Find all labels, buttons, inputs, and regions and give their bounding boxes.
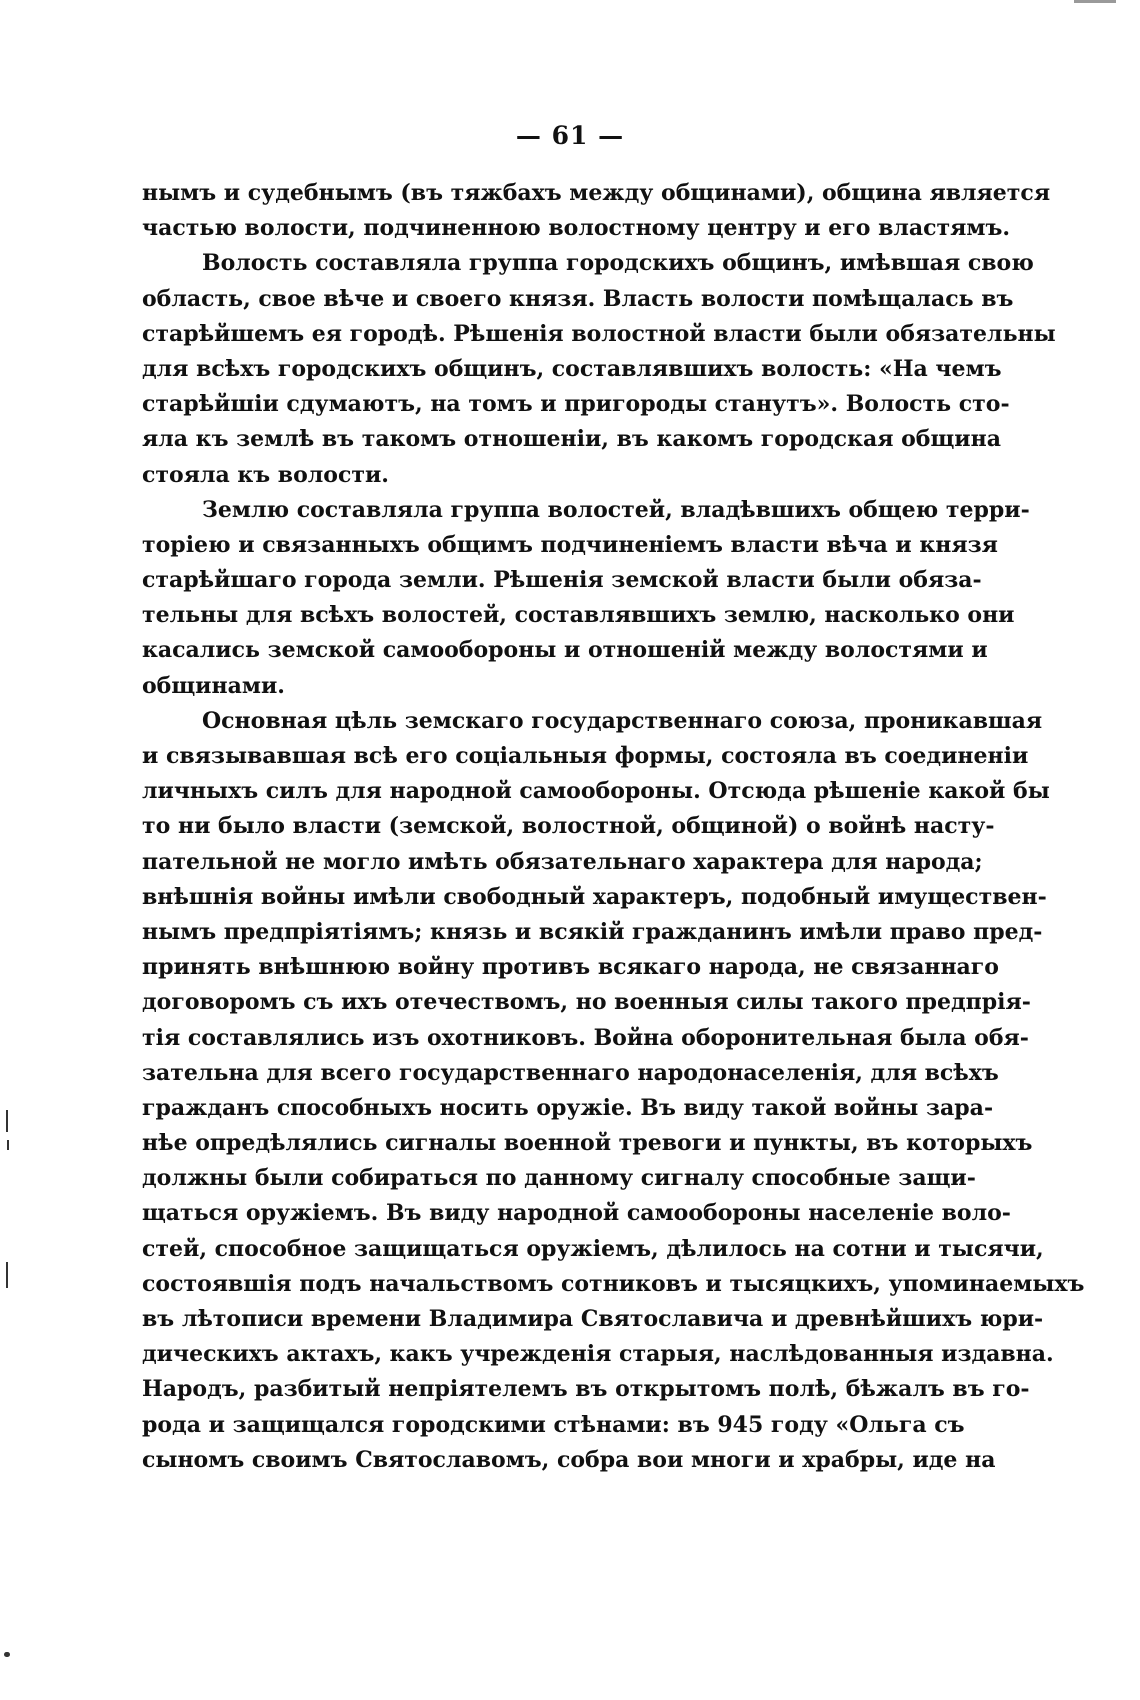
text-line: нѣе опредѣлялись сигналы военной тревоги и пункты, въ которыхъ — [142, 1130, 1033, 1157]
scan-edge-mark — [1074, 0, 1116, 3]
text-line: стей, способное защищаться оружіемъ, дѣлилось на сотни и тысячи, — [142, 1235, 1044, 1262]
text-line: стояла къ волости. — [142, 461, 389, 488]
text-line: внѣшнія войны имѣли свободный характеръ, подобный имуществен- — [142, 883, 1047, 910]
margin-mark — [6, 1262, 8, 1288]
paragraph-first-line: Землю составляла группа волостей, владѣвшихъ общею терри- — [202, 496, 1030, 523]
text-line: принять внѣшнюю войну противъ всякаго народа, не связаннаго — [142, 954, 999, 981]
text-line: сыномъ своимъ Святославомъ, собра вои многи и храбры, иде на — [142, 1446, 996, 1473]
text-line: въ лѣтописи времени Владимира Святославича и древнѣйшихъ юри- — [142, 1306, 1044, 1332]
text-line: область, свое вѣче и своего князя. Власть волости помѣщалась въ — [142, 285, 1014, 312]
text-line: касались земской самообороны и отношеній между волостями и — [142, 637, 988, 664]
text-line: старѣйшаго города земли. Рѣшенія земской власти были обяза- — [142, 567, 982, 594]
margin-mark — [4, 1652, 10, 1657]
text-line: нымъ и судебнымъ (въ тяжбахъ между общинами), община является — [142, 180, 1051, 206]
text-line: гражданъ способныхъ носить оружіе. Въ виду такой войны зара- — [142, 1094, 994, 1121]
margin-mark — [6, 1110, 8, 1132]
text-line: то ни было власти (земской, волостной, общиной) о войнѣ насту- — [142, 813, 995, 840]
text-line: общинами. — [142, 672, 285, 699]
text-line: старѣйшіи сдумаютъ, на томъ и пригороды станутъ». Волость сто- — [142, 391, 1010, 418]
text-line: частью волости, подчиненною волостному центру и его властямъ. — [142, 215, 1011, 242]
text-line: для всѣхъ городскихъ общинъ, составлявшихъ волость: «На чемъ — [142, 355, 1002, 382]
text-line: торіею и связанныхъ общимъ подчиненіемъ власти вѣча и князя — [142, 531, 998, 558]
margin-mark — [7, 1140, 9, 1150]
text-line: нымъ предпріятіямъ; князь и всякій гражданинъ имѣли право пред- — [142, 918, 1043, 945]
text-line: состоявшія подъ начальствомъ сотниковъ и тысяцкихъ, упоминаемыхъ — [142, 1270, 1085, 1297]
text-line: яла къ землѣ въ такомъ отношеніи, въ какомъ городская община — [142, 426, 1001, 453]
text-line: и связывавшая всѣ его соціальныя формы, состояла въ соединеніи — [142, 743, 1029, 769]
text-line: старѣйшемъ ея городѣ. Рѣшенія волостной власти были обязательны — [142, 320, 1056, 347]
paragraph-first-line: Волость составляла группа городскихъ общинъ, имѣвшая свою — [202, 250, 1034, 277]
text-line: тія составлялись изъ охотниковъ. Война оборонительная была обя- — [142, 1024, 1029, 1051]
text-line: тельны для всѣхъ волостей, составлявшихъ землю, насколько они — [142, 602, 1015, 629]
body-text — [142, 176, 1085, 1478]
paragraph-first-line: Основная цѣль земскаго государственнаго союза, проникавшая — [202, 707, 1043, 734]
text-line: щаться оружіемъ. Въ виду народной самообороны населеніе воло- — [142, 1200, 1011, 1227]
page-number: — 61 — — [515, 121, 625, 150]
text-line: Народъ, разбитый непріятелемъ въ открытомъ полѣ, бѣжалъ въ го- — [142, 1376, 1030, 1403]
text-line: рода и защищался городскими стѣнами: въ 945 году «Ольга съ — [142, 1411, 965, 1438]
text-line: дическихъ актахъ, какъ учрежденія старыя, наслѣдованныя издавна. — [142, 1341, 1054, 1368]
text-line: договоромъ съ ихъ отечествомъ, но военныя силы такого предпрія- — [142, 989, 1031, 1016]
text-line: пательной не могло имѣть обязательнаго характера для народа; — [142, 848, 983, 875]
text-line: зательна для всего государственнаго народонаселенія, для всѣхъ — [142, 1059, 999, 1086]
text-line: должны были собираться по данному сигналу способные защи- — [142, 1165, 976, 1192]
text-line: личныхъ силъ для народной самообороны. Отсюда рѣшеніе какой бы — [142, 778, 1050, 805]
